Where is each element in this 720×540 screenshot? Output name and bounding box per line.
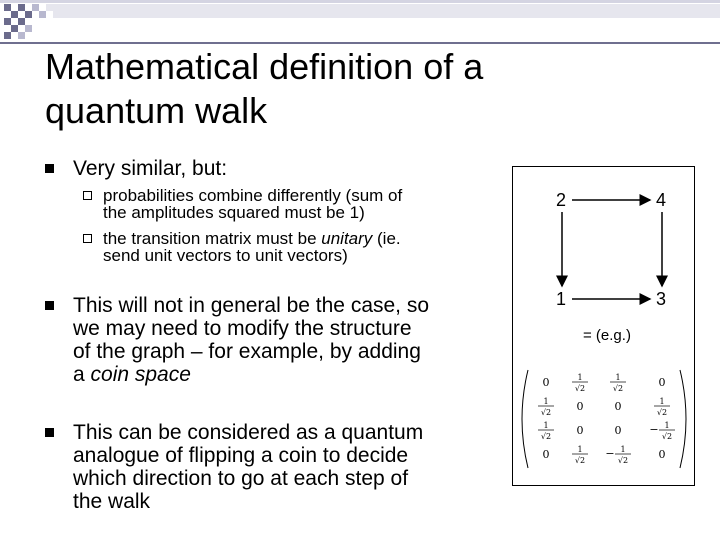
matrix-entry-numerator: 1 xyxy=(543,421,549,430)
matrix-entry: 0 xyxy=(658,448,666,461)
graph-node-4: 4 xyxy=(656,190,667,210)
matrix-minus-sign: − xyxy=(605,447,615,460)
subbullet-marker xyxy=(83,234,92,243)
subbullet-text-suffix: (ie. xyxy=(372,229,401,248)
subbullet-line: the amplitudes squared must be 1) xyxy=(103,203,365,222)
matrix-entry: 0 xyxy=(576,400,584,413)
bullet-marker xyxy=(45,301,54,310)
matrix-minus-sign: − xyxy=(649,423,659,436)
bullet-line: of the graph – for example, by adding xyxy=(73,340,421,363)
subbullet-2-text xyxy=(103,230,401,264)
matrix-entry-denominator: √2 xyxy=(540,408,552,417)
matrix-right-paren xyxy=(680,370,686,468)
bullet-line: we may need to modify the structure xyxy=(73,317,412,340)
graph-node-1: 1 xyxy=(556,289,567,309)
subbullet-emphasis: unitary xyxy=(321,229,373,248)
matrix-entry-numerator: 1 xyxy=(659,397,665,406)
matrix-entry-denominator: √2 xyxy=(612,384,624,393)
matrix-entry-numerator: 1 xyxy=(543,397,549,406)
matrix-left-paren xyxy=(522,370,528,468)
bullet-emphasis: coin space xyxy=(90,363,191,386)
matrix-entry-denominator: √2 xyxy=(617,456,629,465)
matrix-entry: 0 xyxy=(576,424,584,437)
slide-title xyxy=(45,45,605,133)
transition-matrix xyxy=(514,364,694,474)
matrix-entry-numerator: 1 xyxy=(577,373,583,382)
matrix-entry-denominator: √2 xyxy=(661,432,673,441)
title-line-1: Mathematical definition of a xyxy=(45,46,484,87)
subbullet-1-text xyxy=(103,187,402,221)
subbullet-marker xyxy=(83,191,92,200)
bullet-line: which direction to go at each step of xyxy=(73,467,409,490)
bullet-2-text xyxy=(73,294,429,386)
matrix-entry-denominator: √2 xyxy=(540,432,552,441)
graph-node-2: 2 xyxy=(556,190,567,210)
matrix-entry-denominator: √2 xyxy=(574,456,586,465)
bullet-marker xyxy=(45,164,54,173)
matrix-entry-numerator: 1 xyxy=(577,445,583,454)
bullet-line: analogue of flipping a coin to decide xyxy=(73,444,409,467)
matrix-entry: 0 xyxy=(542,376,550,389)
bullet-1-text xyxy=(73,157,227,180)
matrix-entry-numerator: 1 xyxy=(620,445,626,454)
matrix-entry: 0 xyxy=(542,448,550,461)
bullet-line: This can be considered as a quantum xyxy=(73,421,424,444)
bullet-marker xyxy=(45,428,54,437)
subbullet-text-prefix: the transition matrix must be xyxy=(103,229,322,248)
matrix-entry-numerator: 1 xyxy=(664,421,670,430)
graph-node-3: 3 xyxy=(656,289,667,309)
matrix-entry-numerator: 1 xyxy=(615,373,621,382)
bullet-3-text xyxy=(73,421,423,513)
header-decoration xyxy=(0,0,720,42)
bullet-line: This will not in general be the case, so xyxy=(73,294,430,317)
matrix-entry: 0 xyxy=(614,424,622,437)
title-line-2: quantum walk xyxy=(45,90,268,131)
matrix-entry-denominator: √2 xyxy=(656,408,668,417)
graph-diagram xyxy=(512,166,695,326)
subbullet-line: send unit vectors to unit vectors) xyxy=(103,246,348,265)
matrix-entry: 0 xyxy=(658,376,666,389)
matrix-caption: = (e.g.) xyxy=(583,327,631,344)
matrix-entry: 0 xyxy=(614,400,622,413)
matrix-entry-denominator: √2 xyxy=(574,384,586,393)
bullet-text-prefix: a xyxy=(73,363,91,386)
subbullet-line: probabilities combine differently (sum of xyxy=(103,186,403,205)
bullet-line: the walk xyxy=(73,490,151,513)
bullet-line: Very similar, but: xyxy=(73,157,228,180)
header-rule xyxy=(0,42,720,44)
